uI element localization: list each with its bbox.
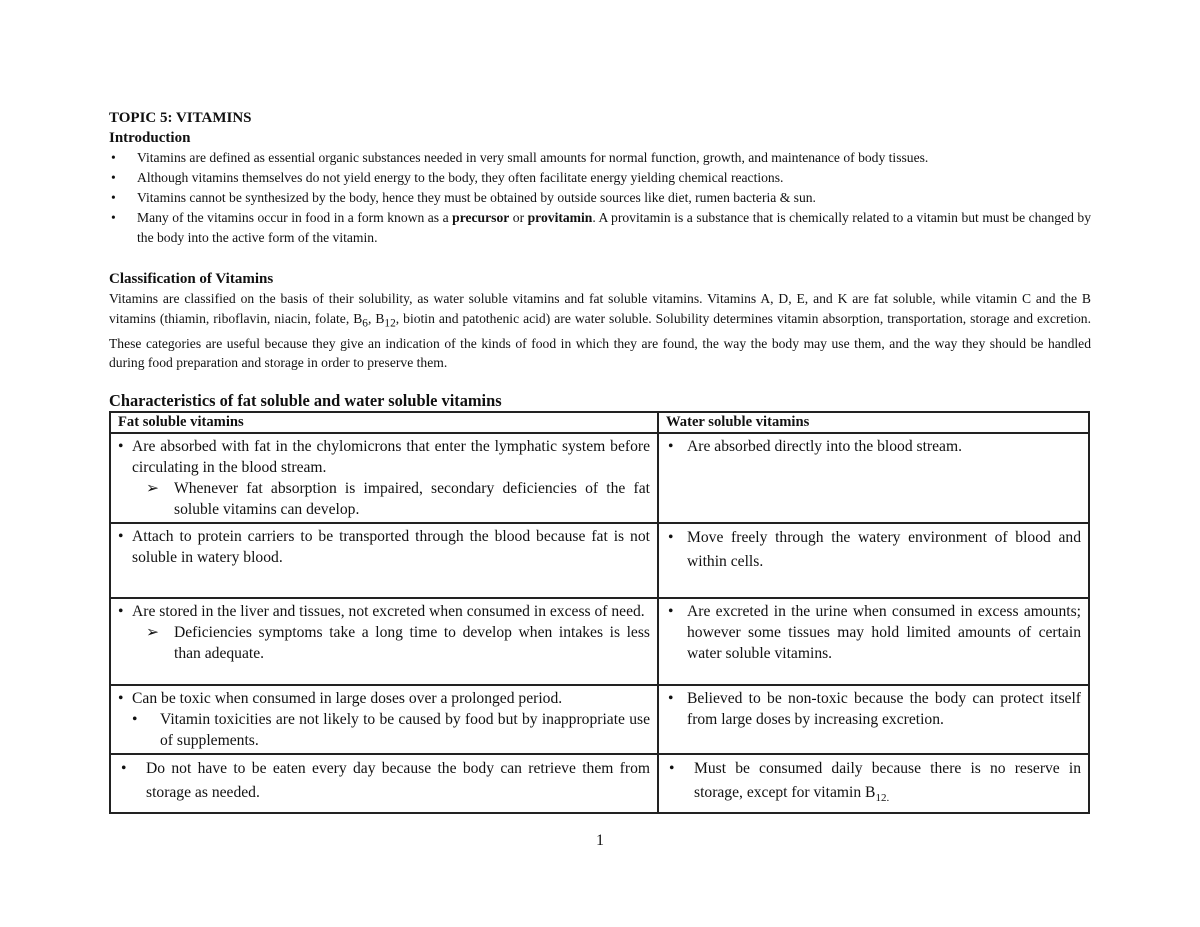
- intro-item: • Vitamins are defined as essential organic substances needed in very small amounts for normal function, growth, and maintenance of body tissues.: [109, 148, 1091, 168]
- classification-paragraph: Vitamins are classified on the basis of their solubility, as water soluble vitamins and fat soluble vitamins. Vitamins A, D, E, and K are fat soluble, while vitamin C and the B vitamins (thiamin, riboflavin, niacin, folate, $B_6$, $B_{12}$, biotin and patothenic acid) are water soluble. Solubility determines vitamin absorption, transportation, storage and excretion. These categories are useful because they give an indication of the kinds of food in which they are found, the way the body may use them, and the way they should be handled during food preparation and storage in order to preserve them.: [109, 291, 1091, 371]
- bullet-icon: •: [111, 170, 116, 185]
- bullet-icon: •: [668, 602, 674, 620]
- fat-cell: • Are stored in the liver and tissues, not excreted when consumed in excess of need. ➢ Deficiencies symptoms take a long time to develop when intakes is less than adequate.: [110, 598, 658, 685]
- table-row: [110, 433, 1089, 523]
- table-header-row: [110, 412, 1089, 433]
- introduction-heading: Introduction: [109, 130, 191, 146]
- table-row: [110, 598, 1089, 685]
- water-cell: • Move freely through the watery environment of blood and within cells.: [658, 523, 1089, 598]
- fat-cell: • Attach to protein carriers to be transported through the blood because fat is not soluble in watery blood.: [110, 523, 658, 598]
- bullet-icon: •: [668, 437, 674, 455]
- fat-cell: • Are absorbed with fat in the chylomicrons that enter the lymphatic system before circulating in the blood stream. ➢ Whenever fat absorption is impaired, secondary deficiencies of the fat soluble vitamins can develop.: [110, 433, 658, 523]
- term-provitamin: provitamin: [527, 210, 593, 225]
- table-row: [110, 523, 1089, 598]
- bullet-icon: •: [121, 759, 127, 777]
- bullet-icon: •: [111, 190, 116, 205]
- topic-title: TOPIC 5: VITAMINS: [109, 110, 252, 126]
- bullet-icon: •: [118, 602, 124, 620]
- bullet-icon: •: [111, 150, 116, 165]
- water-cell: • Are absorbed directly into the blood stream.: [658, 433, 1089, 523]
- water-cell: • Are excreted in the urine when consumed in excess amounts; however some tissues may hold limited amounts of certain water soluble vitamins.: [658, 598, 1089, 685]
- bullet-icon: •: [111, 210, 116, 225]
- bullet-icon: •: [669, 759, 675, 777]
- bullet-icon: •: [132, 710, 138, 728]
- classification-heading: Classification of Vitamins: [109, 271, 274, 287]
- water-cell: • Believed to be non-toxic because the body can protect itself from large doses by increasing excretion.: [658, 685, 1089, 754]
- water-cell: • Must be consumed daily because there is no reserve in storage, except for vitamin $B_{12.}$: [658, 754, 1089, 813]
- intro-item: • Although vitamins themselves do not yield energy to the body, they often facilitate energy yielding chemical reactions.: [109, 168, 1091, 188]
- column-header-fat: Fat soluble vitamins: [110, 412, 658, 433]
- intro-item: • Many of the vitamins occur in food in a form known as a precursor or provitamin. A provitamin is a substance that is chemically related to a vitamin but must be changed by the body into the active form of the vitamin.: [111, 210, 1091, 245]
- fat-cell: • Can be toxic when consumed in large doses over a prolonged period. • Vitamin toxicities are not likely to be caused by food but by inappropriate use of supplements.: [110, 685, 658, 754]
- arrow-bullet-icon: ➢: [146, 479, 160, 497]
- table-title: Characteristics of fat soluble and water soluble vitamins: [109, 390, 502, 410]
- table-row: [110, 754, 1089, 813]
- bullet-icon: •: [118, 689, 124, 707]
- characteristics-table: [109, 411, 1090, 814]
- intro-list: [109, 148, 1091, 248]
- term-precursor: precursor: [452, 210, 510, 225]
- table-row: [110, 685, 1089, 754]
- column-header-water: Water soluble vitamins: [658, 412, 1089, 433]
- bullet-icon: •: [118, 437, 124, 455]
- intro-item: • Vitamins cannot be synthesized by the body, hence they must be obtained by outside sources like diet, rumen bacteria & sun.: [109, 188, 1091, 208]
- bullet-icon: •: [118, 527, 124, 545]
- fat-cell: • Do not have to be eaten every day because the body can retrieve them from storage as needed.: [110, 754, 658, 813]
- bullet-icon: •: [668, 528, 674, 546]
- bullet-icon: •: [668, 689, 674, 707]
- arrow-bullet-icon: ➢: [146, 623, 160, 641]
- page-number: 1: [596, 832, 604, 849]
- document-page: [109, 108, 1091, 814]
